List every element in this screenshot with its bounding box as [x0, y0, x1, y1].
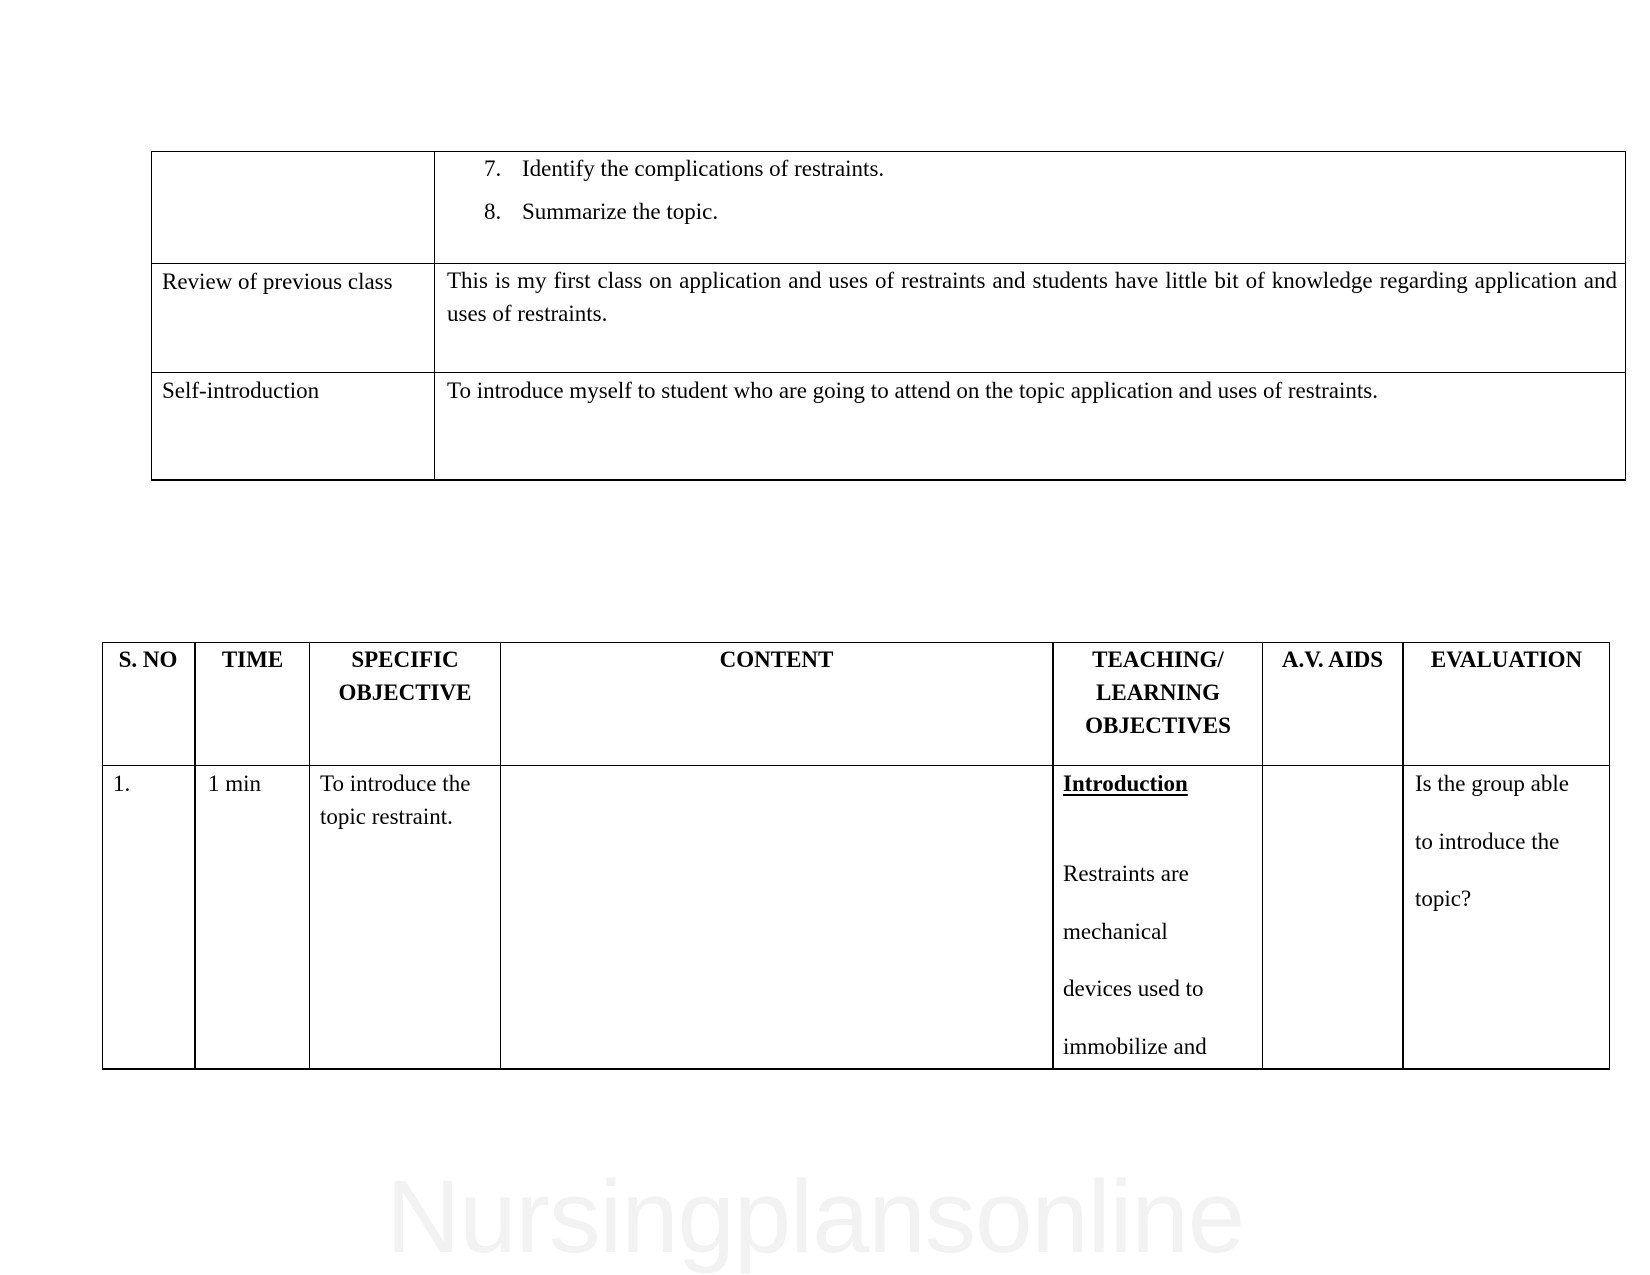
header-line: SPECIFIC: [351, 647, 459, 672]
header-line: LEARNING: [1096, 680, 1220, 705]
header-evaluation: EVALUATION: [1430, 647, 1583, 672]
header-time: TIME: [221, 647, 284, 672]
table-border-left: [151, 151, 152, 481]
table-border-bottom: [151, 479, 1626, 481]
watermark: Nursingplansonline: [386, 1159, 1245, 1274]
table-border-left: [102, 642, 103, 1070]
header-sno: S. NO: [118, 647, 178, 672]
cell-line: To introduce the: [320, 771, 471, 796]
objective-number: 8.: [484, 199, 502, 224]
teaching-heading: Introduction: [1063, 771, 1188, 796]
header-teaching-learning: [1054, 643, 1262, 742]
header-line: OBJECTIVE: [338, 680, 472, 705]
objective-text: Identify the complications of restraints.: [522, 156, 885, 181]
column-divider: [500, 642, 501, 1070]
table-border-right: [1625, 151, 1626, 481]
table-border-top: [151, 151, 1626, 152]
cell-line: immobilize and: [1063, 1033, 1207, 1059]
table-column-divider: [434, 151, 435, 481]
row-label-review: Review of previous class: [162, 269, 393, 294]
header-line: OBJECTIVES: [1085, 713, 1231, 738]
table-border-bottom: [102, 1068, 1610, 1070]
cell-teaching-learning: [1063, 767, 1207, 1075]
cell-line: topic?: [1415, 886, 1472, 911]
header-av-aids: A.V. AIDS: [1281, 647, 1384, 672]
header-specific-objective: [310, 643, 500, 709]
cell-specific-objective: [320, 767, 470, 833]
row-value-review: This is my first class on application and uses of restraints and students have little bit of knowledge regarding application and uses of restraints.: [447, 268, 1617, 326]
cell-line: mechanical: [1063, 918, 1168, 944]
row-value-self-introduction: To introduce myself to student who are going to attend on the topic application and uses of restraints.: [447, 378, 1378, 403]
cell-evaluation: [1415, 755, 1569, 928]
lesson-info-table: [151, 151, 1626, 481]
column-divider: [1402, 642, 1404, 1070]
cell-line: to introduce the: [1415, 828, 1560, 854]
column-divider: [1262, 642, 1263, 1070]
table-row-divider: [151, 372, 1626, 373]
objective-number: 7.: [484, 156, 502, 181]
cell-line: topic restraint.: [320, 804, 453, 829]
cell-line: Is the group able: [1415, 771, 1569, 796]
cell-sno: 1.: [113, 771, 131, 796]
objective-text: Summarize the topic.: [522, 199, 719, 224]
cell-line: devices used to: [1063, 976, 1204, 1001]
cell-time: 1 min: [208, 771, 262, 796]
teaching-text: [1063, 845, 1207, 1075]
column-divider: [194, 642, 196, 1070]
header-content: CONTENT: [719, 647, 834, 672]
row-label-self-introduction: Self-introduction: [162, 378, 320, 403]
table-header-divider: [102, 765, 1610, 766]
header-line: TEACHING/: [1092, 647, 1224, 672]
cell-line: Restraints are: [1063, 861, 1189, 886]
lesson-plan-table: [102, 642, 1610, 1070]
table-border-right: [1609, 642, 1610, 1070]
